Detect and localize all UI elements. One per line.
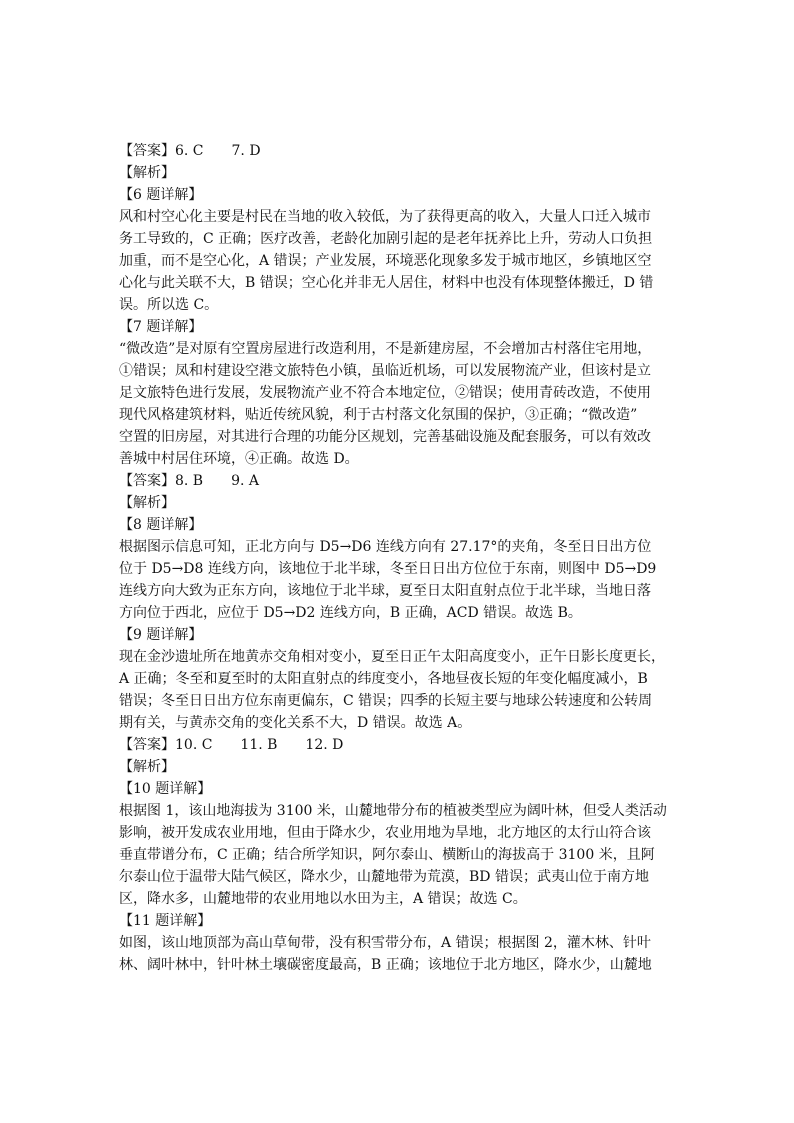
question-8-text-line: 位于 D5→D8 连线方向，该地位于北半球，冬至日日出方位位于东南，则图中 D5→D9 — [119, 561, 657, 577]
question-8-text-line: 方向位于西北，应位于 D5→D2 连线方向，B 正确，ACD 错误。故选 B。 — [119, 605, 582, 621]
question-6-text-line: 误。所以选 C。 — [119, 297, 219, 313]
question-7-text-line: 善城中村居住环境，④正确。故选 D。 — [119, 451, 359, 467]
answer-heading-8-9: 【答案】8. B 9. A — [119, 473, 260, 489]
question-10-text-line: 根据图 1，该山地海拔为 3100 米，山麓地带分布的植被类型应为阔叶林，但受人类活动 — [119, 803, 667, 819]
question-7-text-line: 空置的旧房屋，对其进行合理的功能分区规划，完善基础设施及配套服务，可以有效改 — [119, 429, 651, 445]
question-6-text-line: 加重，而不是空心化，A 错误；产业发展，环境恶化现象多发于城市地区，乡镇地区空 — [119, 253, 652, 269]
question-10-text-line: 影响，被开发成农业用地，但由于降水少，农业用地为旱地，北方地区的太行山符合该 — [119, 825, 651, 841]
question-7-text-line: ①错误；凤和村建设空港文旅特色小镇，虽临近机场，可以发展物流产业，但该村是立 — [119, 363, 651, 379]
question-6-text-line: 务工导致的，C 正确；医疗改善，老龄化加剧引起的是老年抚养比上升，劳动人口负担 — [119, 231, 653, 247]
analysis-heading: 【解析】 — [119, 165, 175, 181]
question-9-text-line: 错误；冬至日日出方位东南更偏东，C 错误；四季的长短主要与地球公转速度和公转周 — [119, 693, 653, 709]
question-8-text-line: 连线方向大致为正东方向，该地位于北半球，夏至日太阳直射点位于北半球，当地日落 — [119, 583, 651, 599]
question-9-heading: 【9 题详解】 — [119, 627, 203, 643]
question-10-text-line: 垂直带谱分布，C 正确；结合所学知识，阿尔泰山、横断山的海拔高于 3100 米，且阿 — [119, 847, 655, 863]
answer-heading-6-7: 【答案】6. C 7. D — [119, 143, 261, 159]
question-11-text-line: 林、阔叶林中，针叶林土壤碳密度最高，B 正确；该地位于北方地区，降水少，山麓地 — [119, 957, 652, 973]
document-page — [119, 140, 677, 976]
question-9-text-line: 期有关，与黄赤交角的变化关系不大，D 错误。故选 A。 — [119, 715, 472, 731]
question-10-heading: 【10 题详解】 — [119, 781, 212, 797]
question-8-heading: 【8 题详解】 — [119, 517, 203, 533]
analysis-heading: 【解析】 — [119, 495, 175, 511]
analysis-heading: 【解析】 — [119, 759, 175, 775]
question-11-heading: 【11 题详解】 — [119, 913, 212, 929]
question-6-text-line: 风和村空心化主要是村民在当地的收入较低，为了获得更高的收入，大量人口迁入城市 — [119, 209, 651, 225]
question-10-text-line: 尔泰山位于温带大陆气候区，降水少，山麓地带为荒漠，BD 错误；武夷山位于南方地 — [119, 869, 649, 885]
question-8-text-line: 根据图示信息可知，正北方向与 D5→D6 连线方向有 27.17°的夹角，冬至日日出方位 — [119, 539, 652, 555]
question-7-text-line: “微改造”是对原有空置房屋进行改造利用，不是新建房屋，不会增加古村落住宅用地， — [119, 341, 652, 357]
question-10-text-line: 区，降水多，山麓地带的农业用地以水田为主，A 错误；故选 C。 — [119, 891, 527, 907]
question-7-heading: 【7 题详解】 — [119, 319, 203, 335]
question-6-text-line: 心化与此关联不大，B 错误；空心化并非无人居住，材料中也没有体现整体搬迁，D 错 — [119, 275, 654, 291]
question-7-text-line: 足文旅特色进行发展，发展物流产业不符合本地定位，②错误；使用青砖改造，不使用 — [119, 385, 651, 401]
question-6-heading: 【6 题详解】 — [119, 187, 203, 203]
question-11-text-line: 如图，该山地顶部为高山草甸带，没有积雪带分布，A 错误；根据图 2，灌木林、针叶 — [119, 935, 651, 951]
answer-heading-10-12: 【答案】10. C 11. B 12. D — [119, 737, 344, 753]
question-7-text-line: 现代风格建筑材料，贴近传统风貌，利于古村落文化氛围的保护，③正确；“微改造” — [119, 407, 638, 423]
question-9-text-line: A 正确；冬至和夏至时的太阳直射点的纬度变小，各地昼夜长短的年变化幅度减小，B — [119, 671, 648, 687]
question-9-text-line: 现在金沙遗址所在地黄赤交角相对变小，夏至日正午太阳高度变小，正午日影长度更长， — [119, 649, 665, 665]
